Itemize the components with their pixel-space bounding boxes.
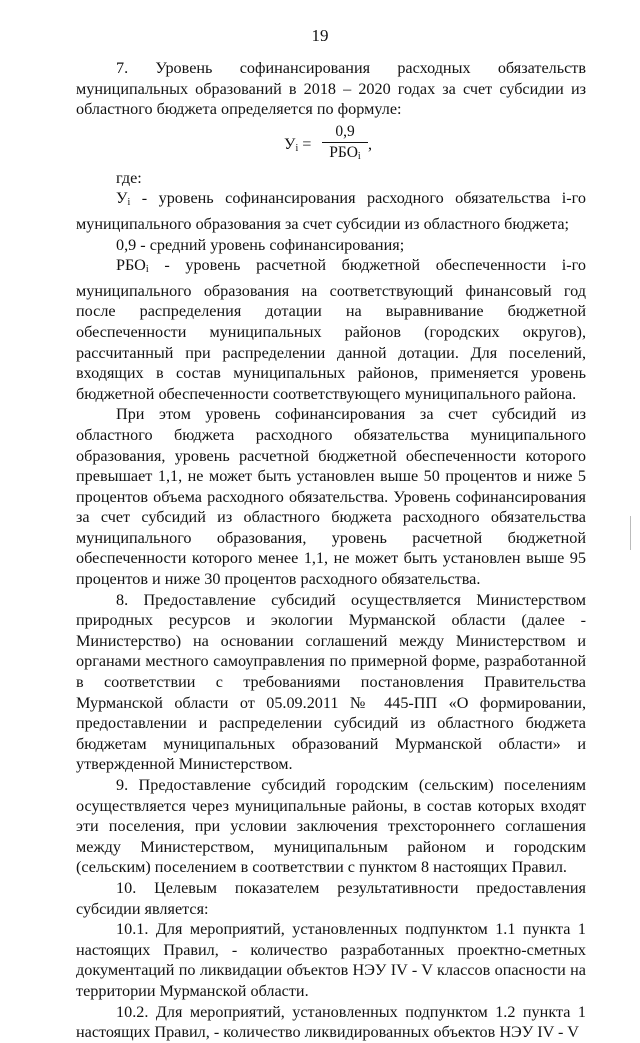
formula-numerator: 0,9 — [322, 122, 368, 143]
paragraph-7: 7. Уровень софинансирования расходных обязательств муниципальных образований в 2018 – 2020 годах за счет субсидии из областного бюджета определяется по формуле: — [76, 59, 586, 119]
definition-coefficient: 0,9 - средний уровень софинансирования; — [116, 235, 405, 254]
paragraph-cofinancing-limits: При этом уровень софинансирования за счет субсидий из областного бюджета расходного обязательства муниципального образования, уровень расчетной бюджетной обеспеченности которого превышает 1,1, не может быть установлен выше 50 процентов и ниже 5 процентов объема расходного обязательства. Уровень софинансирования за счет субсидий из областного бюджета расходного обязательства муниципального образования, уровень расчетной бюджетной обеспеченности которого менее 1,1, не может быть установлен выше 95 процентов и ниже 30 процентов расходного обязательства. — [76, 405, 586, 589]
scan-edge-mark — [630, 516, 631, 550]
paragraph-10: 10. Целевым показателем результативности предоставления субсидии является: — [76, 878, 586, 918]
paragraph-10-1: 10.1. Для мероприятий, установленных подпунктом 1.1 пункта 1 настоящих Правил, - количество разработанных проектно-сметных документаций по ликвидации объектов НЭУ IV - V классов опасности на территории Мурманской области. — [76, 920, 586, 1000]
paragraph-10-2: 10.2. Для мероприятий, установленных подпунктом 1.2 пункта 1 настоящих Правил, - количество ликвидированных объектов НЭУ IV - V — [76, 1002, 586, 1042]
page-number: 19 — [311, 26, 329, 45]
definition-y: $У_i$ - уровень софинансирования расходного обязательства i-го муниципального образования за счет субсидии из областного бюджета; — [76, 189, 586, 233]
formula — [76, 120, 586, 168]
paragraph-8: 8. Предоставление субсидий осуществляется Министерством природных ресурсов и экологии Мурманской области (далее - Министерство) на основании соглашений между Министерством и органами местного самоуправления по примерной форме, разработанной в соответствии с требованиями постановления Правительства Мурманской области от 05.09.2011 № 445-ПП «О формировании, предоставлении и распределении субсидий из областного бюджета бюджетам муниципальных образований Мурманской области» и утвержденной Министерством. — [76, 590, 586, 774]
document-body — [76, 58, 586, 1043]
formula-fraction — [322, 122, 368, 167]
formula-comma: , — [368, 134, 373, 153]
definition-rbo: $РБО_i$ - уровень расчетной бюджетной обеспеченности i-го муниципального образования на соответствующий финансовый год после распределения дотации на выравнивание бюджетной обеспеченности муниципальных районов (городских округов), рассчитанный при распределении данной дотации. Для поселений, входящих в состав муниципальных районов, применяется уровень бюджетной обеспеченности соответствующего муниципального района. — [76, 256, 586, 403]
paragraph-9: 9. Предоставление субсидий городским (сельским) поселениям осуществляется через муниципальные районы, в состав которых входят эти поселения, при условии заключения трехстороннего соглашения между Министерством, муниципальным районом и городским (сельским) поселением в соответствии с пунктом 8 настоящих Правил. — [76, 776, 586, 877]
where-label: где: — [116, 168, 142, 187]
formula-denominator: $РБО_i$ — [329, 143, 361, 162]
formula-lhs: $У_i$ = — [284, 134, 312, 154]
